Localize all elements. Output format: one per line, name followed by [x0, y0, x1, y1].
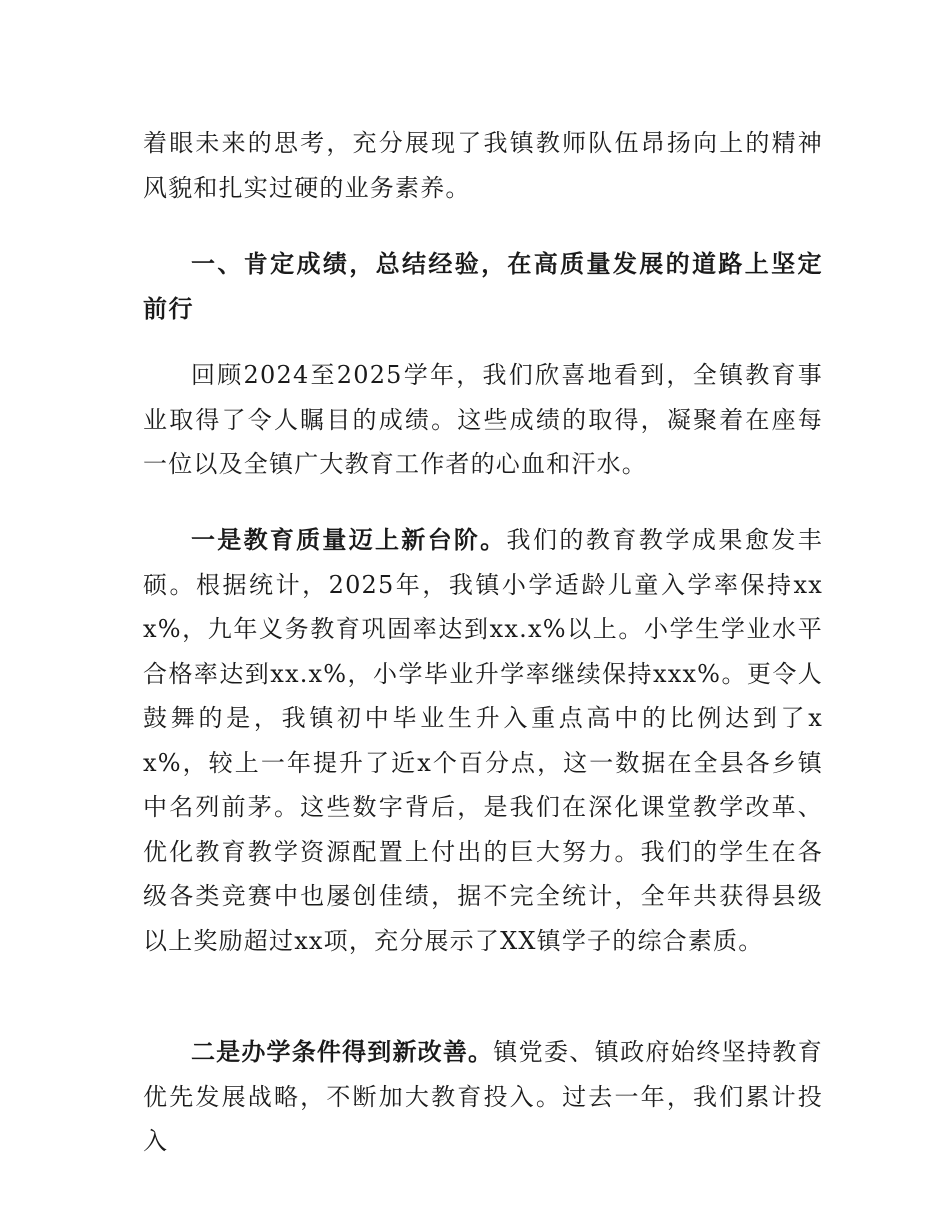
continuation-paragraph: 着眼未来的思考，充分展现了我镇教师队伍昂扬向上的精神风貌和扎实过硬的业务素养。 [143, 129, 823, 202]
section-heading: 一、肯定成绩，总结经验，在高质量发展的道路上坚定前行 [143, 250, 823, 323]
point-two-lead: 二是办学条件得到新改善。 [191, 1038, 494, 1066]
review-paragraph: 回顾2024至2025学年，我们欣喜地看到，全镇教育事业取得了令人瞩目的成绩。这些成绩的取得，凝聚着在座每一位以及全镇广大教育工作者的心血和汗水。 [143, 361, 823, 478]
point-one-lead: 一是教育质量迈上新台阶。 [191, 526, 507, 554]
point-one-body: 我们的教育教学成果愈发丰硕。根据统计，2025年，我镇小学适龄儿童入学率保持xxx%，九年义务教育巩固率达到xx.x%以上。小学生学业水平合格率达到xx.x%，小学毕业升学率继续保持xxx%。更令人鼓舞的是，我镇初中毕业生升入重点高中的比例达到了xx%，较上一年提升了近x个百分点，这一数据在全县各乡镇中名列前茅。这些数字背后，是我们在深化课堂教学改革、优化教育教学资源配置上付出的巨大努力。我们的学生在各级各类竞赛中也屡创佳绩，据不完全统计，全年共获得县级以上奖励超过xx项，充分展示了XX镇学子的综合素质。 [143, 526, 824, 955]
point-one-paragraph [143, 518, 823, 963]
point-two-body: 镇党委、镇政府始终坚持教育优先发展战略，不断加大教育投入。过去一年，我们累计投入 [143, 1038, 823, 1155]
point-two-paragraph [143, 1030, 823, 1164]
